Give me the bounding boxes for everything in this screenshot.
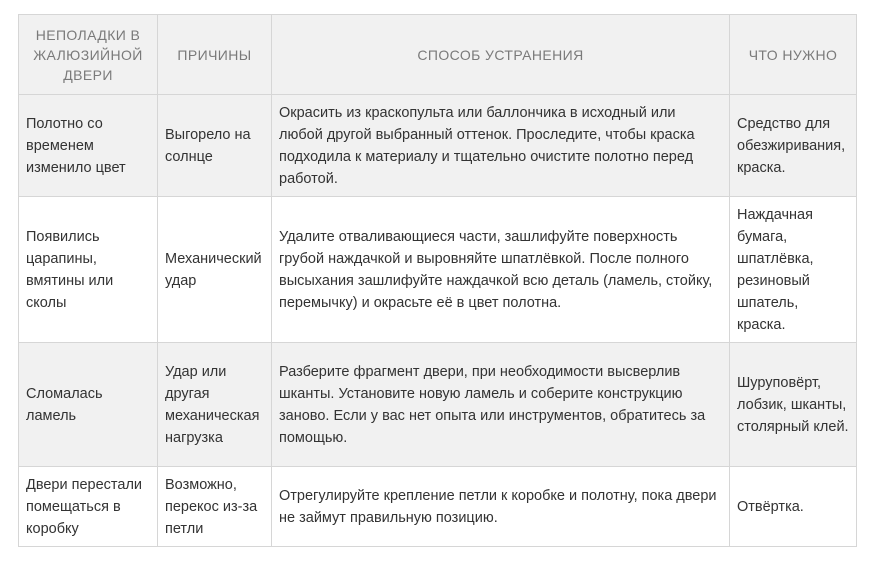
- cell-problem: Появились царапины, вмятины или сколы: [19, 197, 158, 343]
- cell-solution: Разберите фрагмент двери, при необходимости высверлив шканты. Установите новую ламель и соберите конструкцию заново. Если у вас нет опыта или инструментов, обратитесь за помощью.: [272, 343, 730, 467]
- header-cause: ПРИЧИНЫ: [158, 15, 272, 95]
- cell-problem: Полотно со временем изменило цвет: [19, 95, 158, 197]
- cell-needed: Отвёртка.: [730, 467, 857, 547]
- cell-needed: Наждачная бумага, шпатлёвка, резиновый шпатель, краска.: [730, 197, 857, 343]
- table-row: [19, 343, 857, 467]
- cell-problem: Сломалась ламель: [19, 343, 158, 467]
- cell-solution: Окрасить из краскопульта или баллончика в исходный или любой другой выбранный оттенок. Проследите, чтобы краска подходила к материалу и тщательно очистите полотно перед работой.: [272, 95, 730, 197]
- cell-cause: Выгорело на солнце: [158, 95, 272, 197]
- cell-needed: Шуруповёрт, лобзик, шканты, столярный клей.: [730, 343, 857, 467]
- cell-solution: Отрегулируйте крепление петли к коробке и полотну, пока двери не займут правильную позицию.: [272, 467, 730, 547]
- cell-problem: Двери перестали помещаться в коробку: [19, 467, 158, 547]
- table-row: [19, 197, 857, 343]
- cell-cause: Механический удар: [158, 197, 272, 343]
- cell-cause: Возможно, перекос из-за петли: [158, 467, 272, 547]
- table-row: [19, 95, 857, 197]
- header-problem: НЕПОЛАДКИ В ЖАЛЮЗИЙНОЙ ДВЕРИ: [19, 15, 158, 95]
- repair-table: [18, 14, 857, 547]
- cell-cause: Удар или другая механическая нагрузка: [158, 343, 272, 467]
- cell-needed: Средство для обезжиривания, краска.: [730, 95, 857, 197]
- table-row: [19, 467, 857, 547]
- table-header-row: [19, 15, 857, 95]
- header-needed: ЧТО НУЖНО: [730, 15, 857, 95]
- header-solution: СПОСОБ УСТРАНЕНИЯ: [272, 15, 730, 95]
- cell-solution: Удалите отваливающиеся части, зашлифуйте поверхность грубой наждачкой и выровняйте шпатлёвкой. После полного высыхания зашлифуйте наждачкой всю деталь (ламель, стойку, перемычку) и окрасьте её в цвет полотна.: [272, 197, 730, 343]
